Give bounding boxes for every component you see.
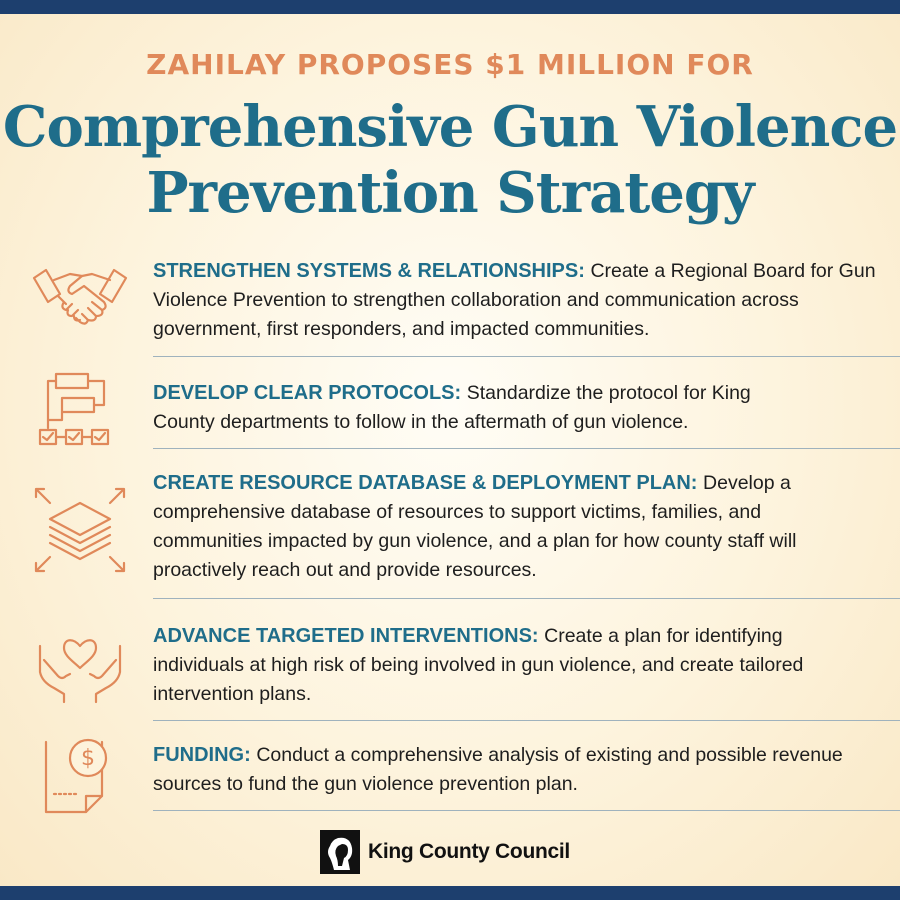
org-name: King County Council <box>368 840 570 863</box>
page-title-line-1: Comprehensive Gun Violence <box>2 94 898 160</box>
item-text <box>153 622 873 709</box>
bottom-border-bar <box>0 886 900 900</box>
divider <box>153 356 900 357</box>
item-text <box>153 741 853 799</box>
item-body: Standardize the protocol for King County departments to follow in the aftermath of gun violence. <box>153 382 751 433</box>
item-heading: FUNDING: <box>153 744 257 766</box>
svg-text:$: $ <box>81 746 95 771</box>
item-heading: ADVANCE TARGETED INTERVENTIONS: <box>153 625 545 647</box>
handshake-icon <box>30 250 130 340</box>
top-border-bar <box>0 0 900 14</box>
divider <box>153 720 900 721</box>
footer-logo <box>320 830 570 874</box>
item-text <box>153 469 853 585</box>
page-title-line-2: Prevention Strategy <box>146 160 754 226</box>
item-body: Develop a comprehensive database of resources to support victims, families, and communities impacted by gun violence, and a plan for how county staff will proactively reach out and provide resources. <box>153 472 797 581</box>
header-kicker: ZAHILAY PROPOSES $1 MILLION FOR <box>146 48 754 81</box>
king-county-logo-icon <box>320 830 360 874</box>
item-text <box>153 257 883 344</box>
hands-heart-icon <box>30 616 130 706</box>
item-heading: DEVELOP CLEAR PROTOCOLS: <box>153 382 467 404</box>
item-body: Create a Regional Board for Gun Violence Prevention to strengthen collaboration and communication across government, first responders, and impacted communities. <box>153 260 876 340</box>
flowchart-icon <box>30 368 130 458</box>
item-body: Conduct a comprehensive analysis of existing and possible revenue sources to fund the gun violence prevention plan. <box>153 744 843 795</box>
item-body: Create a plan for identifying individuals at high risk of being involved in gun violence, and create tailored intervention plans. <box>153 625 804 705</box>
layers-expand-icon <box>30 485 130 575</box>
dollar-document-icon <box>30 732 130 822</box>
item-heading: CREATE RESOURCE DATABASE & DEPLOYMENT PLAN: <box>153 472 704 494</box>
item-heading: STRENGTHEN SYSTEMS & RELATIONSHIPS: <box>153 260 591 282</box>
divider <box>153 598 900 599</box>
divider <box>153 810 900 811</box>
page-title <box>0 94 900 226</box>
item-text <box>153 379 793 437</box>
divider <box>153 448 900 449</box>
